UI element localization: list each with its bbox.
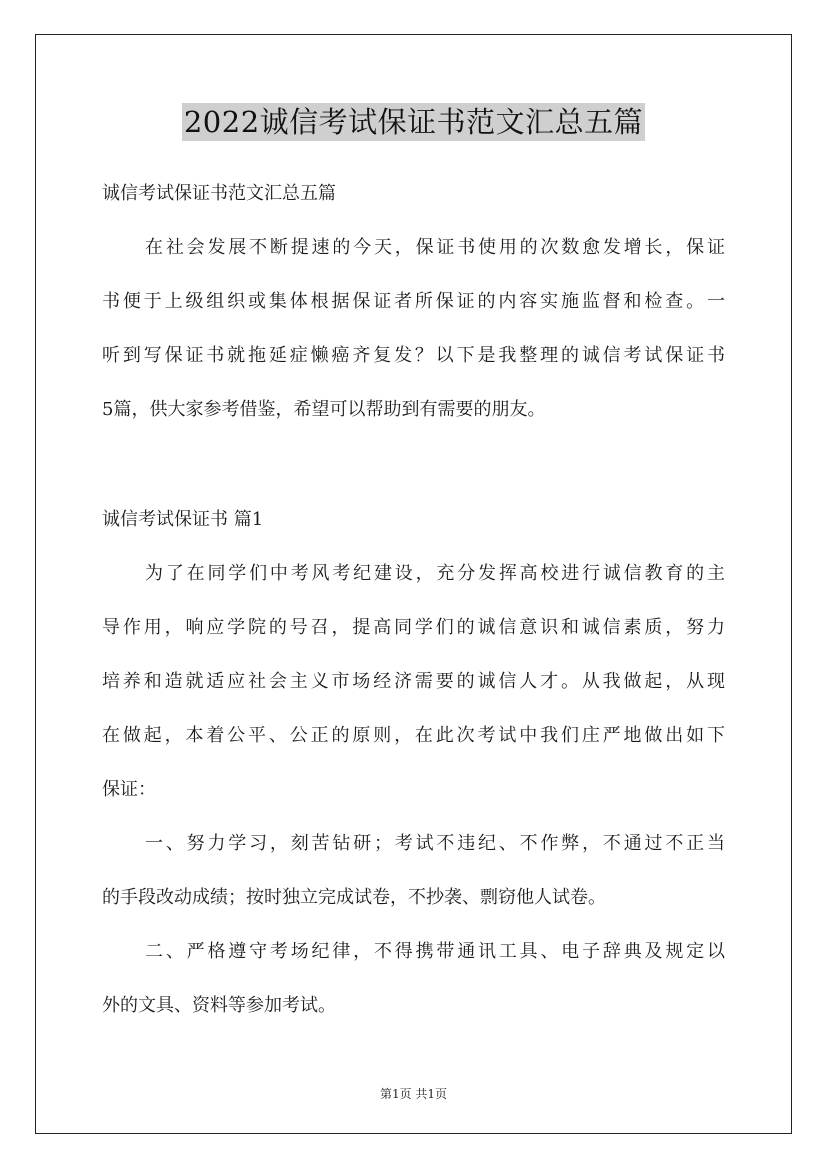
paragraph-line: 培养和造就适应社会主义市场经济需要的诚信人才。从我做起，从现 [102,671,725,692]
list-item-line: 外的文具、资料等参加考试。 [102,995,336,1016]
list-item-line: 二、严格遵守考场纪律，不得携带通讯工具、电子辞典及规定以 [145,941,725,962]
page-footer: 第1页 共1页 [379,1087,448,1101]
document-subtitle: 诚信考试保证书范文汇总五篇 [102,183,336,204]
paragraph-line: 在做起，本着公平、公正的原则，在此次考试中我们庄严地做出如下 [102,725,725,746]
intro-line: 听到写保证书就拖延症懒癌齐复发？以下是我整理的诚信考试保证书 [102,345,725,366]
paragraph-line: 导作用，响应学院的号召，提高同学们的诚信意识和诚信素质，努力 [102,617,725,638]
list-item-line: 一、努力学习，刻苦钻研；考试不违纪、不作弊，不通过不正当 [145,833,725,854]
list-item-line: 的手段改动成绩；按时独立完成试卷，不抄袭、剽窃他人试卷。 [102,887,606,908]
paragraph-line: 保证： [102,779,156,800]
intro-line: 5篇，供大家参考借鉴，希望可以帮助到有需要的朋友。 [102,399,546,420]
section-heading: 诚信考试保证书 篇1 [102,509,264,530]
intro-line: 在社会发展不断提速的今天，保证书使用的次数愈发增长，保证 [145,237,725,258]
title-block [0,103,827,141]
document-title: 2022诚信考试保证书范文汇总五篇 [183,105,644,139]
intro-line: 书便于上级组织或集体根据保证者所保证的内容实施监督和检查。一 [102,291,725,312]
paragraph-line: 为了在同学们中考风考纪建设，充分发挥高校进行诚信教育的主 [145,563,725,584]
